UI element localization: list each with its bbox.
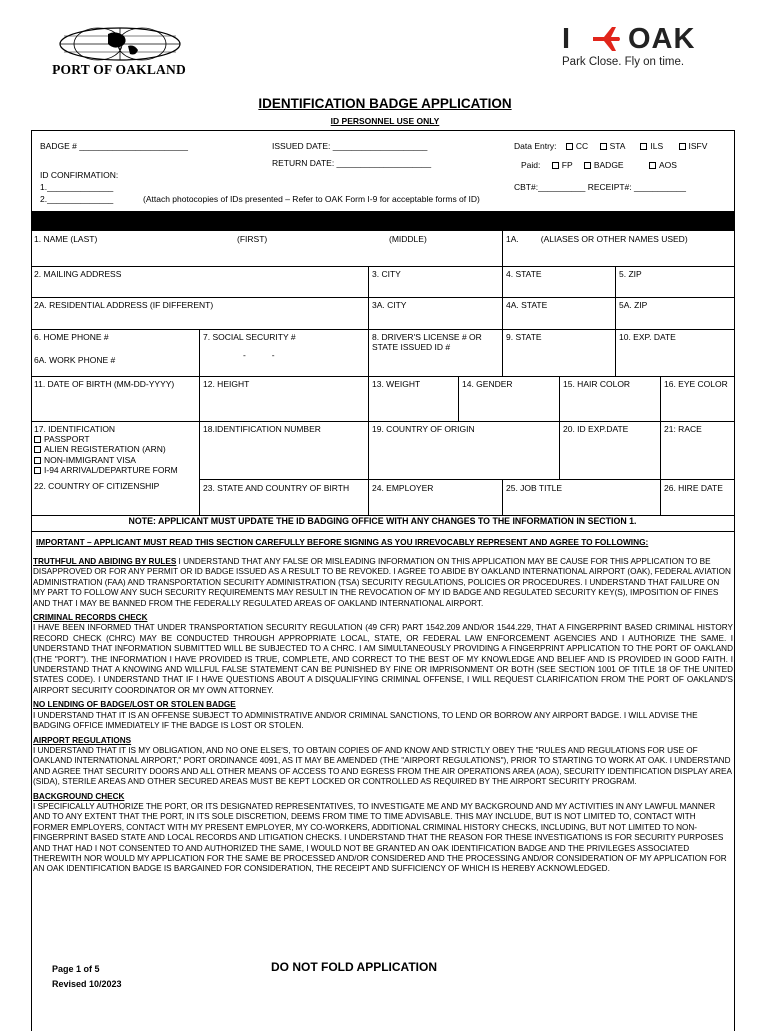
do-not-fold-notice: DO NOT FOLD APPLICATION xyxy=(271,960,437,974)
id-exp-date-field[interactable]: 20. ID EXP.DATE xyxy=(560,421,661,480)
birth-place-field[interactable]: 23. STATE AND COUNTRY OF BIRTH xyxy=(200,480,369,515)
paid-group xyxy=(521,160,677,170)
oak-brand-word: OAK xyxy=(628,23,696,55)
city-field[interactable]: 3. CITY xyxy=(369,266,503,297)
dob-field[interactable]: 11. DATE OF BIRTH (MM-DD-YYYY) xyxy=(31,376,200,421)
state-field[interactable]: 4. STATE xyxy=(503,266,616,297)
checkbox-passport[interactable]: PASSPORT xyxy=(34,434,196,444)
airport-text: I UNDERSTAND THAT IT IS MY OBLIGATION, AND NO ONE ELSE'S, TO OBTAIN COPIES OF AND KNOW AND STRICTLY OBEY THE "RULES AND REGULATIONS FOR USE OF OAKLAND INTERNATIONAL AIRPORT," PORT ORDINANCE 4091, AS IT MAY BE AMENDED (THE "AIRPORT REGULATIONS"), PRIOR TO STARTING TO WORK AT OAK. I UNDERSTAND AND AGREE THAT SECURITY DOORS AND ALL OTHER MEANS OF ACCESS TO AND EGRESS FROM THE AIR OPERATIONS AREA (AOA), SECURITY IDENTIFICATION DISPLAY AREA (SIDA), STERILE AREAS AND OTHER SECURED AREAS MUST BE KEPT LOCKED OR CONTROLLED AS REQUIRED BY THE AIRPORT SECURITY PROGRAM. xyxy=(33,745,732,787)
update-note: NOTE: APPLICANT MUST UPDATE THE ID BADGING OFFICE WITH ANY CHANGES TO THE INFORMATION IN SECTION 1. xyxy=(128,516,637,526)
page-title: IDENTIFICATION BADGE APPLICATION xyxy=(258,96,512,111)
return-date-field[interactable]: RETURN DATE: ____________________ xyxy=(272,158,432,168)
employment-row xyxy=(31,480,734,516)
eye-color-field[interactable]: 16. EYE COLOR xyxy=(664,379,728,389)
agreement-text xyxy=(33,557,733,879)
airplane-icon xyxy=(590,25,622,53)
residential-address-field[interactable]: 2A. RESIDENTIAL ADDRESS (IF DIFFERENT) xyxy=(31,297,369,329)
city-3a-field[interactable]: 3A. CITY xyxy=(369,297,503,329)
gender-field[interactable]: 14. GENDER xyxy=(459,376,560,421)
middle-name-field[interactable]: (MIDDLE) xyxy=(386,231,503,266)
divider xyxy=(31,531,734,532)
port-of-oakland-logo xyxy=(44,24,194,80)
name-row xyxy=(31,231,734,267)
cbt-receipt-field[interactable]: CBT#:__________ RECEIPT#: ___________ xyxy=(514,182,687,192)
identification-row xyxy=(31,421,734,480)
truthful-heading: TRUTHFUL AND ABIDING BY RULES xyxy=(33,557,177,566)
issued-date-field[interactable]: ISSUED DATE: ____________________ xyxy=(272,141,428,151)
checkbox-aos[interactable]: AOS xyxy=(649,160,677,170)
office-use-label: ID PERSONNEL USE ONLY xyxy=(330,116,440,126)
airport-heading: AIRPORT REGULATIONS xyxy=(33,735,132,745)
data-entry-label: Data Entry: xyxy=(514,141,557,151)
employer-field[interactable]: 24. EMPLOYER xyxy=(369,480,503,515)
home-phone-field[interactable]: 6. HOME PHONE # xyxy=(34,332,109,342)
phone-fields xyxy=(31,329,200,376)
residential-row xyxy=(31,297,734,330)
org-name: PORT OF OAKLAND xyxy=(52,62,186,77)
checkbox-sta[interactable]: STA xyxy=(600,141,625,151)
important-notice: IMPORTANT – APPLICANT MUST READ THIS SECTION CAREFULLY BEFORE SIGNING AS YOU IRREVOCABLY REPRESENT AND AGREE TO FOLLOWING: xyxy=(36,537,649,547)
state-4a-field[interactable]: 4A. STATE xyxy=(503,297,616,329)
physical-row xyxy=(31,376,734,422)
checkbox-ils[interactable]: ILS xyxy=(640,141,663,151)
checkbox-alien-registration[interactable]: ALIEN REGISTERATION (ARN) xyxy=(34,444,196,454)
country-origin-field[interactable]: 19. COUNTRY OF ORIGIN xyxy=(369,421,560,480)
hire-date-field[interactable]: 26. HIRE DATE xyxy=(664,483,723,493)
page-number: Page 1 of 5 xyxy=(52,964,100,974)
page-info xyxy=(52,962,122,992)
tagline: Park Close. Fly on time. xyxy=(562,56,685,68)
attach-note: (Attach photocopies of IDs presented – Refer to OAK Form I-9 for acceptable forms of ID) xyxy=(143,194,480,204)
oak-brand-i: I xyxy=(562,23,571,55)
revision-date: Revised 10/2023 xyxy=(52,979,122,989)
identification-type-group: 17. IDENTIFICATION PASSPORT ALIEN REGISTERATION (ARN) NON-IMMIGRANT VISA I-94 ARRIVAL/DEPARTURE FORM xyxy=(31,421,200,480)
section-divider-bar xyxy=(31,211,734,231)
dl-exp-date-field[interactable]: 10. EXP. DATE xyxy=(619,332,676,342)
zip-field[interactable]: 5. ZIP xyxy=(619,269,642,279)
checkbox-isfv[interactable]: ISFV xyxy=(679,141,708,151)
zip-5a-field[interactable]: 5A. ZIP xyxy=(619,300,648,310)
weight-field[interactable]: 13. WEIGHT xyxy=(369,376,459,421)
lending-heading: NO LENDING OF BADGE/LOST OR STOLEN BADGE xyxy=(33,700,236,710)
last-name-field[interactable]: 1. NAME (LAST) xyxy=(34,234,98,244)
paid-label: Paid: xyxy=(521,160,541,170)
truthful-section: TRUTHFUL AND ABIDING BY RULES I UNDERSTAND THAT ANY FALSE OR MISLEADING INFORMATION ON THIS APPLICATION MAY BE CAUSE FOR THIS APPLICATION TO BE DISAPPROVED OR FOR ANY PERMIT OR ID BADGE ISSUED AS A RESULT TO BE REVOKED. I AGREE TO ABIDE BY OAKLAND INTERNATIONAL AIRPORT (OAK), FEDERAL AVIATION ADMINISTRATION (FAA) AND TRANSPORTATION SECURITY ADMINISTRATION (TSA) SECURITY REGULATIONS, POLICIES OR PROCEDURES. I UNDERSTAND THAT FAILURE ON MY PART TO FOLLOW ANY SUCH SECURITY REQUIREMENTS MAY RESULT IN THE REVOCATION OF MY ID BADGE AND REGULATED SECURITY KEY(S), IMPOSITION OF FINES AND THAT I MAY BE BANNED FROM THE FEDERALLY REGULATED AREAS OF OAKLAND INTERNATIONAL AIRPORT. xyxy=(33,557,731,608)
globe-icon xyxy=(58,26,182,62)
drivers-license-field[interactable]: 8. DRIVER'S LICENSE # OR STATE ISSUED ID # xyxy=(369,329,503,376)
aliases-field[interactable]: 1A. (ALIASES OR OTHER NAMES USED) xyxy=(506,234,688,244)
race-field[interactable]: 21: RACE xyxy=(661,421,734,480)
dl-state-field[interactable]: 9. STATE xyxy=(503,329,616,376)
id-number-field[interactable]: 18.IDENTIFICATION NUMBER xyxy=(200,421,369,480)
criminal-heading: CRIMINAL RECORDS CHECK xyxy=(33,613,148,623)
ssn-field[interactable]: 7. SOCIAL SECURITY # - - xyxy=(200,329,369,376)
mailing-row xyxy=(31,266,734,298)
checkbox-fp[interactable]: FP xyxy=(552,160,573,170)
id-confirmation-label: ID CONFIRMATION: xyxy=(40,170,119,180)
ssn-dashes: - - xyxy=(243,350,275,360)
lending-text: I UNDERSTAND THAT IT IS AN OFFENSE SUBJECT TO ADMINISTRATIVE AND/OR CRIMINAL SANCTIONS, TO LEND OR BORROW ANY AIRPORT BADGE. I WILL ADVISE THE BADGING OFFICE IMMEDIATELY IF THE BADGE IS LOST OR STOLEN. xyxy=(33,710,698,731)
first-name-field[interactable]: (FIRST) xyxy=(237,234,268,244)
work-phone-field[interactable]: 6A. WORK PHONE # xyxy=(34,355,116,365)
background-text: I SPECIFICALLY AUTHORIZE THE PORT, OR ITS DESIGNATED REPRESENTATIVES, TO INVESTIGATE ME AND MY BACKGROUND AND MY ACTIVITIES IN ANY LAWFUL MANNER AND TO ANY EXTENT THAT THE PORT, IN ITS SOLE DISCRETION, DEEMS FROM TIME TO TIME ADVISABLE. THIS MAY INCLUDE, BUT IS NOT LIMITED TO, CONTACT WITH FORMER EMPLOYERS, CONTACT WITH MY PRESENT EMPLOYER, MY CO-WORKERS, ADDITIONAL CRIMINAL HISTORY CHECKS, INCLUDING, BUT NOT LIMITED TO NON-FINGERPRINT BASED STATE AND LOCAL RECORDS AND LITIGATION CHECKS. I UNDERSTAND THAT THE REASON FOR THESE INVESTIGATIONS IS FOR SECURITY PURPOSES AND THAT HAD I NOT CONSENTED TO AND AUTHORIZED THE SAME, I WOULD NOT BE GRANTED AN OAK IDENTIFICATION BADGE AND THE PRIVILEGES ASSOCIATED THEREWITH NOR WOULD MY APPLICATION FOR THE SAME BE PROCESSED AND/OR CONSIDERED AND THE PROCESSING AND/OR CONSIDERATION OF MY APPLICATION FOR AN OAK IDENTIFICATION BADGE IS BARGAINED FOR CONSIDERATION, THE RECEIPT AND SUFFICIENCY OF WHICH IS HEREBY ACKNOWLEDGED. xyxy=(33,801,727,874)
checkbox-non-immigrant-visa[interactable]: NON-IMMIGRANT VISA xyxy=(34,455,196,465)
checkbox-cc[interactable]: CC xyxy=(566,141,588,151)
oak-airport-logo xyxy=(560,22,730,74)
job-title-field[interactable]: 25. JOB TITLE xyxy=(503,480,661,515)
id-confirmation-1[interactable]: 1.______________ xyxy=(40,182,114,192)
phone-row xyxy=(31,329,734,377)
height-field[interactable]: 12. HEIGHT xyxy=(200,376,369,421)
hair-color-field[interactable]: 15. HAIR COLOR xyxy=(560,376,661,421)
id-confirmation-2[interactable]: 2.______________ xyxy=(40,194,114,204)
checkbox-i94[interactable]: I-94 ARRIVAL/DEPARTURE FORM xyxy=(34,465,196,475)
citizenship-field[interactable]: 22. COUNTRY OF CITIZENSHIP xyxy=(31,480,200,515)
mailing-address-field[interactable]: 2. MAILING ADDRESS xyxy=(31,266,369,297)
badge-number-field[interactable]: BADGE # _______________________ xyxy=(40,141,188,151)
criminal-text: I HAVE BEEN INFORMED THAT UNDER TRANSPORTATION SECURITY REGULATION (49 CFR) PART 1542.209 AND/OR 1544.229, THAT A FINGERPRINT BASED CRIMINAL HISTORY RECORD CHECK (CHRC) MAY BE CONDUCTED THROUGH APPROPRIATE LOCAL, STATE, OR FEDERAL LAW ENFORCEMENT AGENCIES AND I AUTHORIZE THE SAME. I UNDERSTAND THAT INFORMATION SUBMITTED WILL BE SUBJECTED TO A CHRC. I AM SIMULTANEOUSLY PROVIDING A FINGERPRINT APPLICATION TO THE PORT OF OAKLAND (THE "PORT"). THE INFORMATION I HAVE PROVIDED IS TRUE, COMPLETE, AND CORRECT TO THE BEST OF MY KNOWLEDGE AND BELIEF AND IS PROVIDED IN GOOD FAITH. I UNDERSTAND THAT A KNOWING AND WILLFUL FALSE STATEMENT CAN BE PUNISHED BY FINE OR IMPRISONMENT OR BOTH (SEE SECTION 1001 OF TITLE 18 OF THE UNITED STATES CODE). I UNDERSTAND THAT IF I HAVE QUESTIONS ABOUT A DISQUALIFYING CRIMINAL OFFENSE, I WILL REQUEST CLARIFICATION FROM THE PORT OF OAKLAND'S AIRPORT SECURITY COORDINATOR OR MY OWN ATTORNEY. xyxy=(33,623,733,695)
data-entry-group xyxy=(514,141,707,151)
background-heading: BACKGROUND CHECK xyxy=(33,791,125,801)
checkbox-badge[interactable]: BADGE xyxy=(584,160,624,170)
